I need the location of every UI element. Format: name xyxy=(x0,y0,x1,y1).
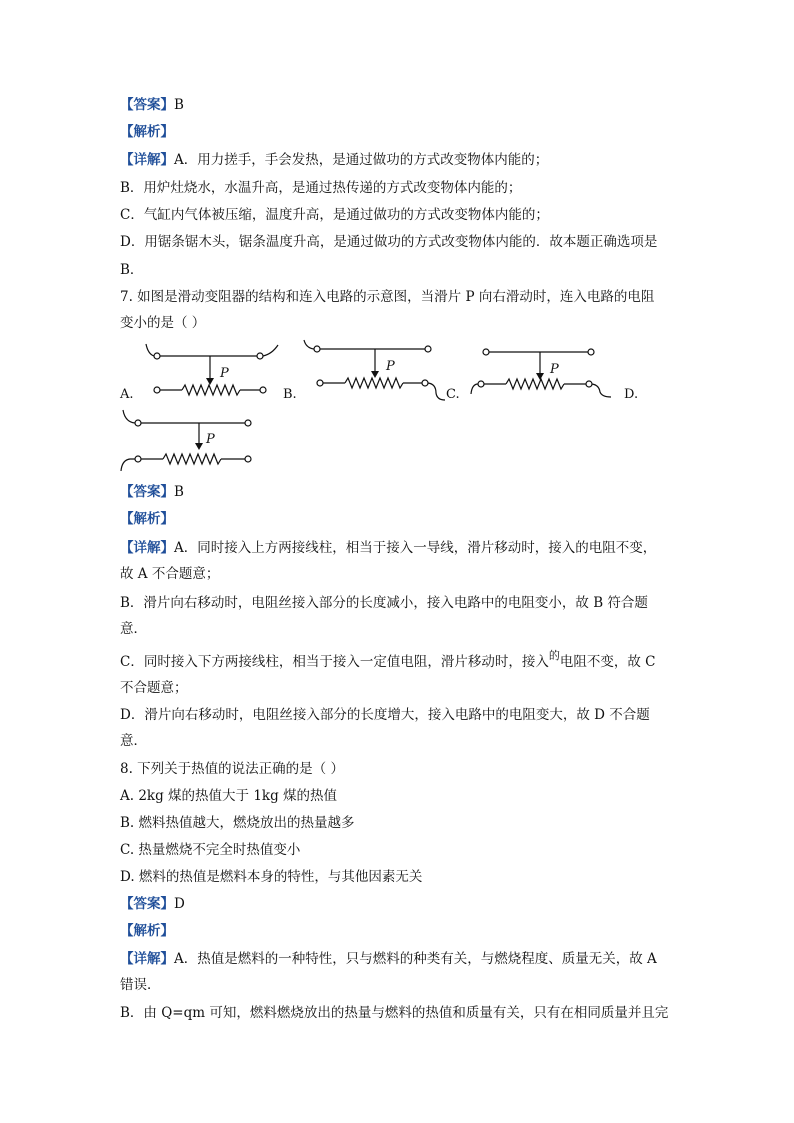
detail-line xyxy=(120,539,656,557)
answer-tag: 【答案】 xyxy=(120,896,174,912)
question-stem: 变小的是（ ） xyxy=(120,315,206,331)
slider-label: P xyxy=(220,366,229,381)
answer-tag: 【答案】 xyxy=(120,484,174,500)
rheostat-diagram-d xyxy=(118,408,268,476)
detail-line xyxy=(120,950,657,968)
rheostat-diagram-b xyxy=(300,338,450,410)
analysis-tag: 【解析】 xyxy=(120,511,174,527)
analysis-tag: 【解析】 xyxy=(120,923,174,939)
detail-line: B．用炉灶烧水，水温升高，是通过热传递的方式改变物体内能的； xyxy=(120,180,522,196)
detail-line: 错误． xyxy=(120,977,161,993)
detail-text: A．热值是燃料的一种特性，只与燃料的种类有关，与燃烧程度、质量无关，故 A xyxy=(174,951,657,967)
detail-tag: 【详解】 xyxy=(120,152,174,168)
detail-line xyxy=(120,151,548,169)
answer-value: B xyxy=(174,97,184,113)
rheostat-diagram-c xyxy=(466,342,621,410)
option-label-a: A. xyxy=(120,387,134,402)
detail-text: A．用力搓手，手会发热，是通过做功的方式改变物体内能的； xyxy=(174,152,549,168)
slider-label: P xyxy=(386,359,395,374)
detail-text: A．同时接入上方两接线柱，相当于接入一导线，滑片移动时，接入的电阻不变， xyxy=(174,540,657,556)
answer-line xyxy=(120,96,184,114)
answer-value: B xyxy=(174,484,184,500)
superscript-char: 的 xyxy=(548,649,560,662)
option-label-b: B. xyxy=(283,387,297,402)
option-c: C. 热量燃烧不完全时热值变小 xyxy=(120,842,301,858)
detail-tag: 【详解】 xyxy=(120,540,174,556)
slider-label: P xyxy=(550,362,559,377)
detail-line: 意． xyxy=(120,621,147,637)
option-d: D. 燃料的热值是燃料本身的特性，与其他因素无关 xyxy=(120,869,423,885)
question-stem: 8. 下列关于热值的说法正确的是（ ） xyxy=(120,761,344,777)
detail-line: 意． xyxy=(120,733,147,749)
answer-line xyxy=(120,483,184,501)
detail-line: C．同时接入下方两接线柱，相当于接入一定值电阻，滑片移动时，接入$^的$电阻不变，故 C xyxy=(120,649,656,670)
option-a: A. 2kg 煤的热值大于 1kg 煤的热值 xyxy=(120,788,338,804)
answer-value: D xyxy=(174,896,185,912)
answer-line xyxy=(120,895,185,913)
analysis-tag: 【解析】 xyxy=(120,124,174,140)
detail-line: 不合题意； xyxy=(120,680,188,696)
detail-line: D．滑片向右移动时，电阻丝接入部分的长度增大，接入电路中的电阻变大，故 D 不合题 xyxy=(120,707,650,723)
slider-label: P xyxy=(206,432,215,447)
rheostat-diagram-a xyxy=(140,340,285,405)
option-label-c: C. xyxy=(446,387,460,402)
detail-line: D．用锯条锯木头，锯条温度升高，是通过做功的方式改变物体内能的．故本题正确选项是 xyxy=(120,234,658,250)
option-label-d: D. xyxy=(624,387,639,402)
detail-line: 故 A 不合题意； xyxy=(120,566,220,582)
detail-tag: 【详解】 xyxy=(120,951,174,967)
option-b: B. 燃料热值越大，燃烧放出的热量越多 xyxy=(120,815,355,831)
detail-line: B． xyxy=(120,262,144,278)
detail-line: B．滑片向右移动时，电阻丝接入部分的长度减小，接入电路中的电阻变小，故 B 符合题 xyxy=(120,595,648,611)
answer-tag: 【答案】 xyxy=(120,97,174,113)
question-stem: 7. 如图是滑动变阻器的结构和连入电路的示意图，当滑片 P 向右滑动时，连入电路的电阻 xyxy=(120,289,655,305)
detail-line: C．气缸内气体被压缩，温度升高，是通过做功的方式改变物体内能的； xyxy=(120,207,549,223)
detail-line: B．由 Q=qm 可知，燃料燃烧放出的热量与燃料的热值和质量有关，只有在相同质量并且完 xyxy=(120,1005,669,1021)
